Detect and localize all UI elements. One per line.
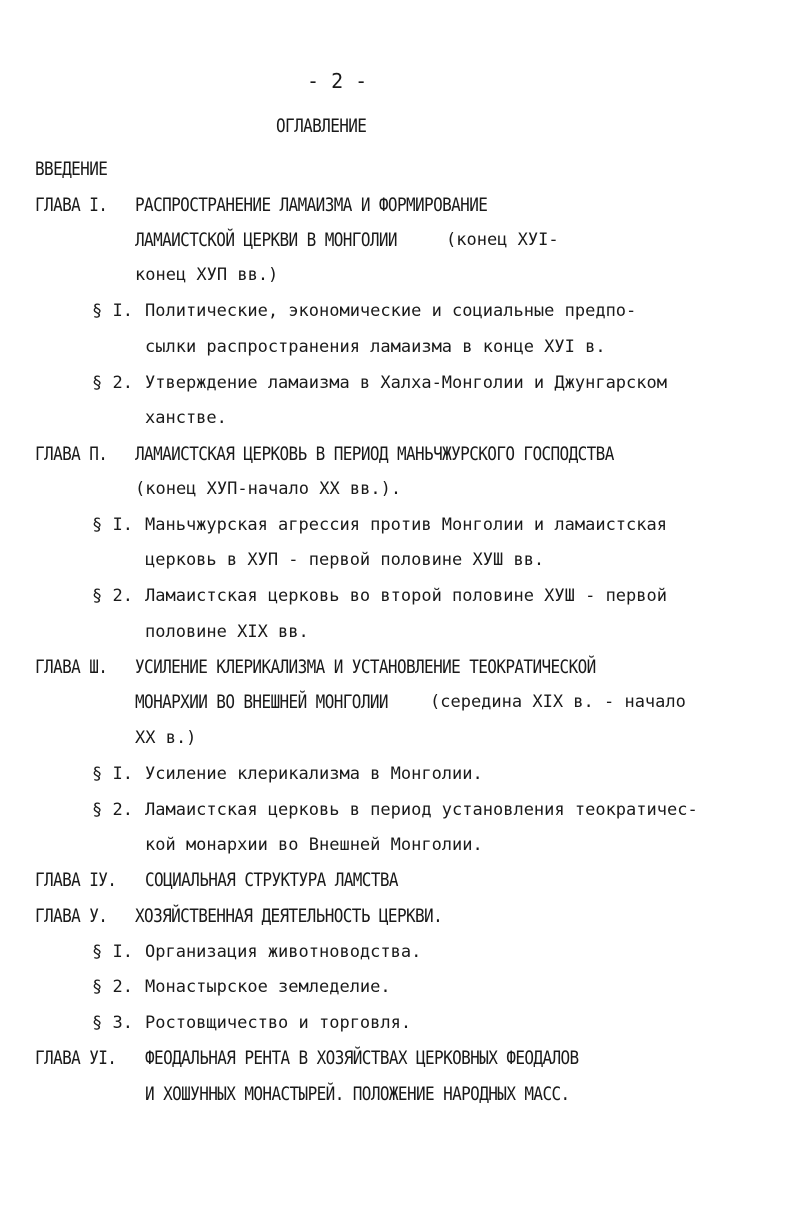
ch1-section-2-line2: ханстве. — [145, 408, 227, 428]
chapter-2-label: ГЛАВА П. — [35, 442, 108, 465]
chapter-1-label: ГЛАВА I. — [35, 193, 108, 216]
chapter-4-label: ГЛАВА IУ. — [35, 868, 117, 891]
chapter-3-title-line1: УСИЛЕНИЕ КЛЕРИКАЛИЗМА И УСТАНОВЛЕНИЕ ТЕОКРАТИЧЕСКОЙ — [135, 655, 596, 678]
chapter-3-title-line2-dates: (середина XIX в. - начало — [430, 692, 686, 712]
chapter-1-title-line1: РАСПРОСТРАНЕНИЕ ЛАМАИЗМА И ФОРМИРОВАНИЕ — [135, 193, 488, 216]
ch2-section-2-num: § 2. — [92, 586, 133, 606]
ch1-section-2-num: § 2. — [92, 373, 133, 393]
ch5-section-1-num: § I. — [92, 942, 133, 962]
ch2-section-2-line2: половине XIX вв. — [145, 622, 309, 642]
chapter-6-title-line2: И ХОШУННЫХ МОНАСТЫРЕЙ. ПОЛОЖЕНИЕ НАРОДНЫХ МАСС. — [145, 1082, 570, 1105]
ch1-section-2-line1: Утверждение ламаизма в Халха-Монголии и Джунгарском — [145, 373, 667, 393]
chapter-2-title-line2: (конец ХУП-начало XX вв.). — [135, 479, 402, 499]
chapter-6-title-line1: ФЕОДАЛЬНАЯ РЕНТА В ХОЗЯЙСТВАХ ЦЕРКОВНЫХ ФЕОДАЛОВ — [145, 1046, 579, 1069]
ch3-section-1-num: § I. — [92, 764, 133, 784]
ch1-section-1-line2: сылки распространения ламаизма в конце ХУI в. — [145, 337, 606, 357]
chapter-4-title: СОЦИАЛЬНАЯ СТРУКТУРА ЛАМСТВА — [145, 868, 398, 891]
ch5-section-1-line1: Организация животноводства. — [145, 942, 422, 962]
ch3-section-2-line2: кой монархии во Внешней Монголии. — [145, 835, 483, 855]
chapter-3-label: ГЛАВА Ш. — [35, 655, 108, 678]
ch2-section-1-line2: церковь в ХУП - первой половине ХУШ вв. — [145, 550, 545, 570]
chapter-1-title-line3: конец ХУП вв.) — [135, 265, 279, 285]
chapter-1-title-line2-dates: (конец ХУI- — [446, 230, 559, 250]
ch5-section-2-num: § 2. — [92, 977, 133, 997]
toc-title: ОГЛАВЛЕНИЕ — [276, 114, 367, 137]
ch3-section-2-line1: Ламаистская церковь в период установления теократичес- — [145, 800, 698, 820]
ch5-section-3-line1: Ростовщичество и торговля. — [145, 1013, 412, 1033]
chapter-3-title-line2: МОНАРХИИ ВО ВНЕШНЕЙ МОНГОЛИИ — [135, 690, 388, 713]
ch1-section-1-line1: Политические, экономические и социальные предпо- — [145, 301, 637, 321]
toc-intro: ВВЕДЕНИЕ — [35, 157, 108, 180]
chapter-2-title-line1: ЛАМАИСТСКАЯ ЦЕРКОВЬ В ПЕРИОД МАНЬЧЖУРСКОГО ГОСПОДСТВА — [135, 442, 614, 465]
ch2-section-2-line1: Ламаистская церковь во второй половине ХУШ - первой — [145, 586, 667, 606]
ch3-section-1-line1: Усиление клерикализма в Монголии. — [145, 764, 483, 784]
ch5-section-3-num: § 3. — [92, 1013, 133, 1033]
chapter-1-title-line2: ЛАМАИСТСКОЙ ЦЕРКВИ В МОНГОЛИИ — [135, 228, 397, 251]
chapter-5-label: ГЛАВА У. — [35, 904, 108, 927]
page-number: - 2 - — [307, 69, 368, 93]
ch2-section-1-line1: Маньчжурская агрессия против Монголии и ламаистская — [145, 515, 667, 535]
ch3-section-2-num: § 2. — [92, 800, 133, 820]
chapter-3-title-line3: XX в.) — [135, 728, 197, 748]
ch2-section-1-num: § I. — [92, 515, 133, 535]
ch1-section-1-num: § I. — [92, 301, 133, 321]
chapter-5-title: ХОЗЯЙСТВЕННАЯ ДЕЯТЕЛЬНОСТЬ ЦЕРКВИ. — [135, 904, 443, 927]
chapter-6-label: ГЛАВА УI. — [35, 1046, 117, 1069]
ch5-section-2-line1: Монастырское земледелие. — [145, 977, 391, 997]
